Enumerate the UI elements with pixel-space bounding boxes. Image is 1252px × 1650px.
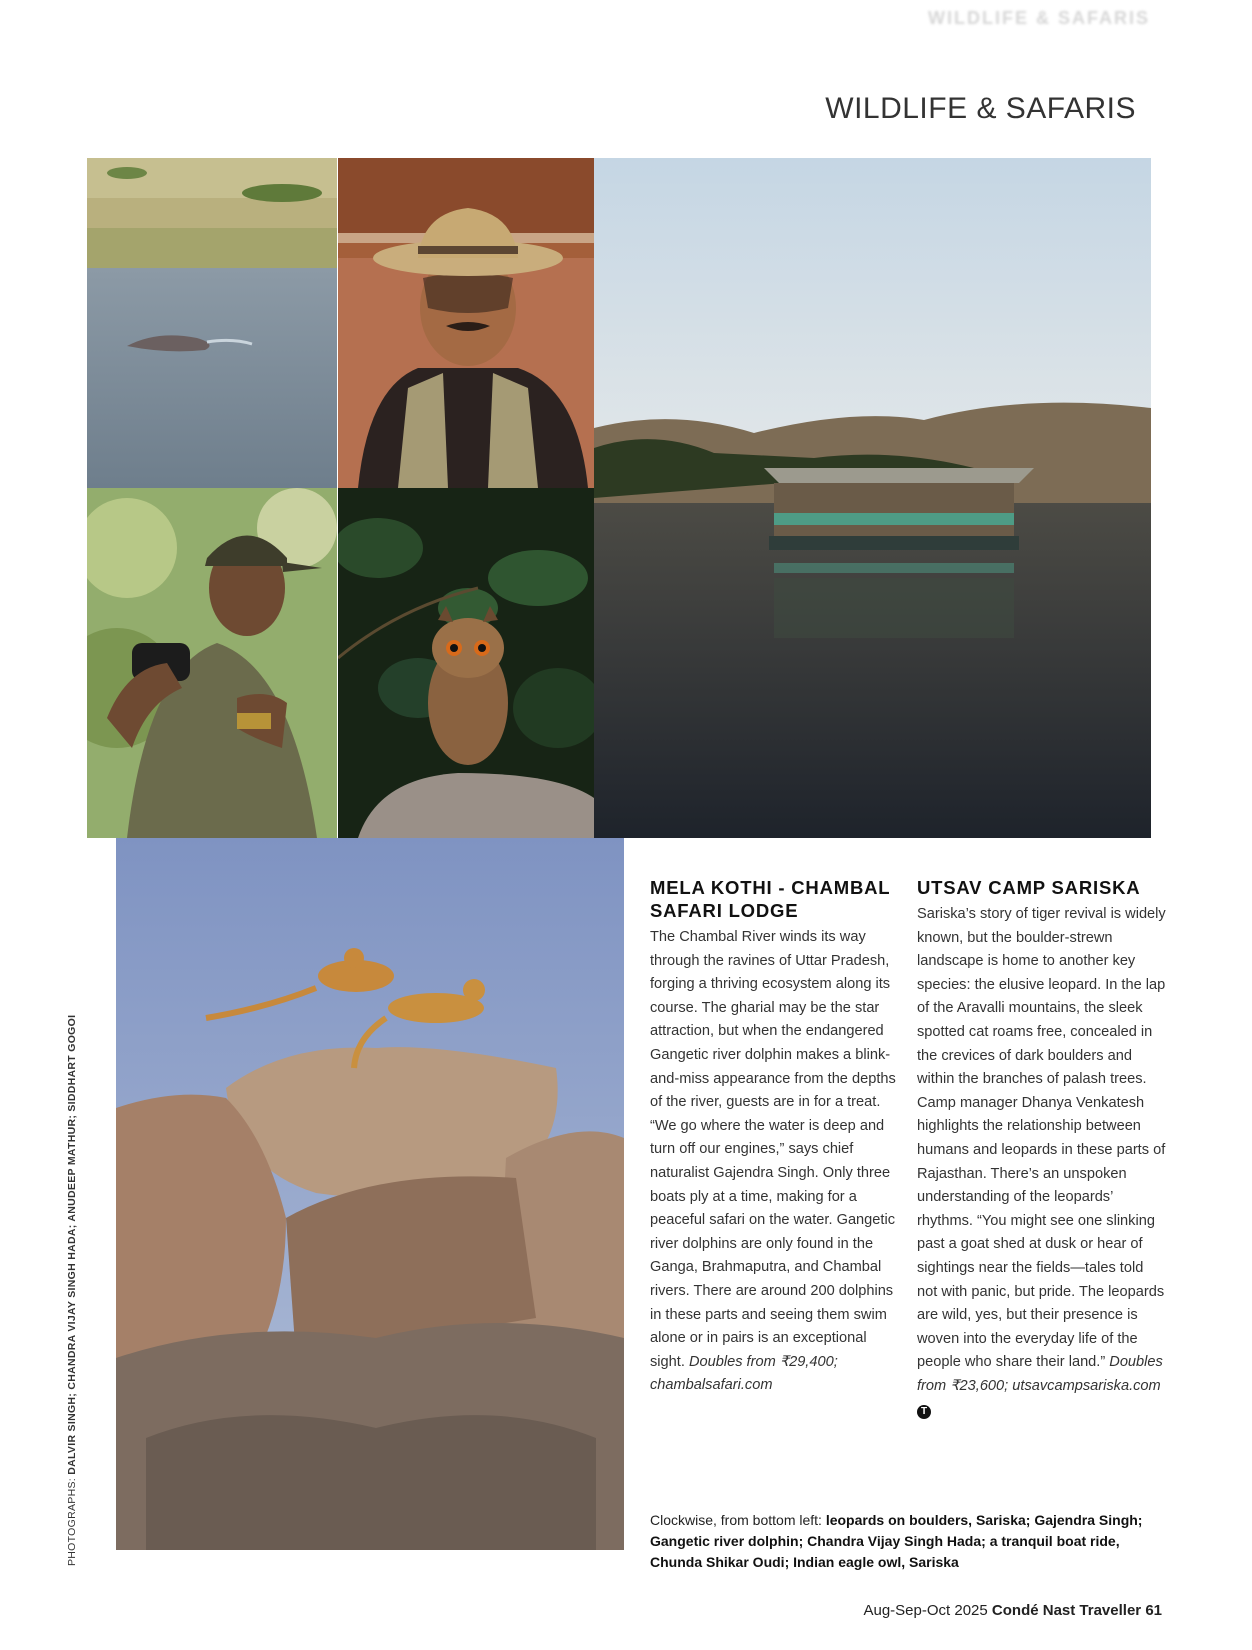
leopards-image bbox=[116, 838, 624, 1550]
photo-caption-lead: Clockwise, from bottom left: bbox=[650, 1512, 826, 1528]
naturalist-hat-photo bbox=[338, 158, 594, 488]
boat-image bbox=[594, 158, 1151, 838]
dolphin-photo bbox=[87, 158, 337, 488]
photo-credit bbox=[66, 966, 78, 1566]
leopards-photo bbox=[116, 838, 624, 1550]
article-utsav-camp-body bbox=[917, 903, 1167, 1422]
article-utsav-camp-text: Sariska’s story of tiger revival is widely known, but the boulder-strewn landscape is home to another key species: the elusive leopard. In the lap of the Aravalli mountains, the sleek spotted cat roams free, concealed in the crevices of dark boulders and within the branches of palash trees. Camp manager Dhanya Venkatesh highlights the relationship between humans and leopards in these parts of Rajasthan. There’s an unspoken understanding of the leopards’ rhythms. “You might see one slinking past a goat shed at dusk or hear of sightings near the fields—tales told not with panic, but pride. The leopards are wild, yes, but their presence is woven into the everyday life of the people who share their land.” bbox=[917, 906, 1166, 1371]
end-mark-icon: T bbox=[917, 1405, 931, 1419]
page-footer bbox=[863, 1602, 1162, 1619]
article-utsav-camp bbox=[917, 876, 1167, 1422]
boat-photo bbox=[594, 158, 1151, 838]
footer-page-number: 61 bbox=[1145, 1602, 1162, 1619]
article-mela-kothi-price: Doubles from ₹29,400; bbox=[688, 1353, 838, 1370]
article-utsav-camp-heading: UTSAV CAMP SARISKA bbox=[917, 877, 1141, 898]
footer-magazine: Condé Nast Traveller bbox=[991, 1602, 1142, 1619]
article-mela-kothi-body bbox=[650, 926, 900, 1398]
dolphin-image bbox=[87, 158, 337, 488]
footer-issue: Aug-Sep-Oct 2025 bbox=[863, 1602, 992, 1619]
section-title: WILDLIFE & SAFARIS bbox=[825, 92, 1136, 125]
article-utsav-camp-url[interactable]: utsavcampsariska.com bbox=[1012, 1377, 1161, 1394]
photo-credit-prefix: PHOTOGRAPHS: bbox=[66, 1474, 78, 1566]
article-mela-kothi-heading: MELA KOTHI - CHAMBAL SAFARI LODGE bbox=[650, 877, 891, 921]
naturalist-binoculars-photo bbox=[87, 488, 337, 838]
photo-credit-names: DALVIR SINGH; CHANDRA VIJAY SINGH HADA; ANUDEEP MATHUR; SIDDHART GOGOI bbox=[66, 1014, 78, 1475]
photo-caption bbox=[650, 1510, 1170, 1573]
owl-photo bbox=[338, 488, 594, 838]
ghost-header-text: WILDLIFE & SAFARIS bbox=[928, 8, 1150, 28]
article-mela-kothi-text: The Chambal River winds its way through the ravines of Uttar Pradesh, forging a thriving ecosystem along its course. The gharial may be the star attraction, but when the endangered Gangetic river dolphin makes a blink-and-miss appearance from the depths of the river, guests are in for a treat. “We go where the water is deep and turn off our engines,” says chief naturalist Gajendra Singh. Only three boats ply at a time, making for a peaceful safari on the water. Gangetic river dolphins are only found in the Ganga, Brahmaputra, and Chambal rivers. There are around 200 dolphins in these parts and seeing them swim alone or in pairs is an exceptional sight. bbox=[650, 929, 896, 1370]
naturalist-binoculars-image bbox=[87, 488, 337, 838]
article-mela-kothi bbox=[650, 876, 900, 1398]
naturalist-hat-image bbox=[338, 158, 594, 488]
article-mela-kothi-url[interactable]: chambalsafari.com bbox=[650, 1377, 773, 1394]
article-utsav-camp-price: Doubles from ₹23,600; bbox=[917, 1354, 1163, 1394]
photo-caption-list: leopards on boulders, Sariska; Gajendra Singh; Gangetic river dolphin; Chandra Vijay Singh Hada; a tranquil boat ride, Chunda Shikar Oudi; Indian eagle owl, Sariska bbox=[650, 1512, 1143, 1570]
owl-image bbox=[338, 488, 594, 838]
